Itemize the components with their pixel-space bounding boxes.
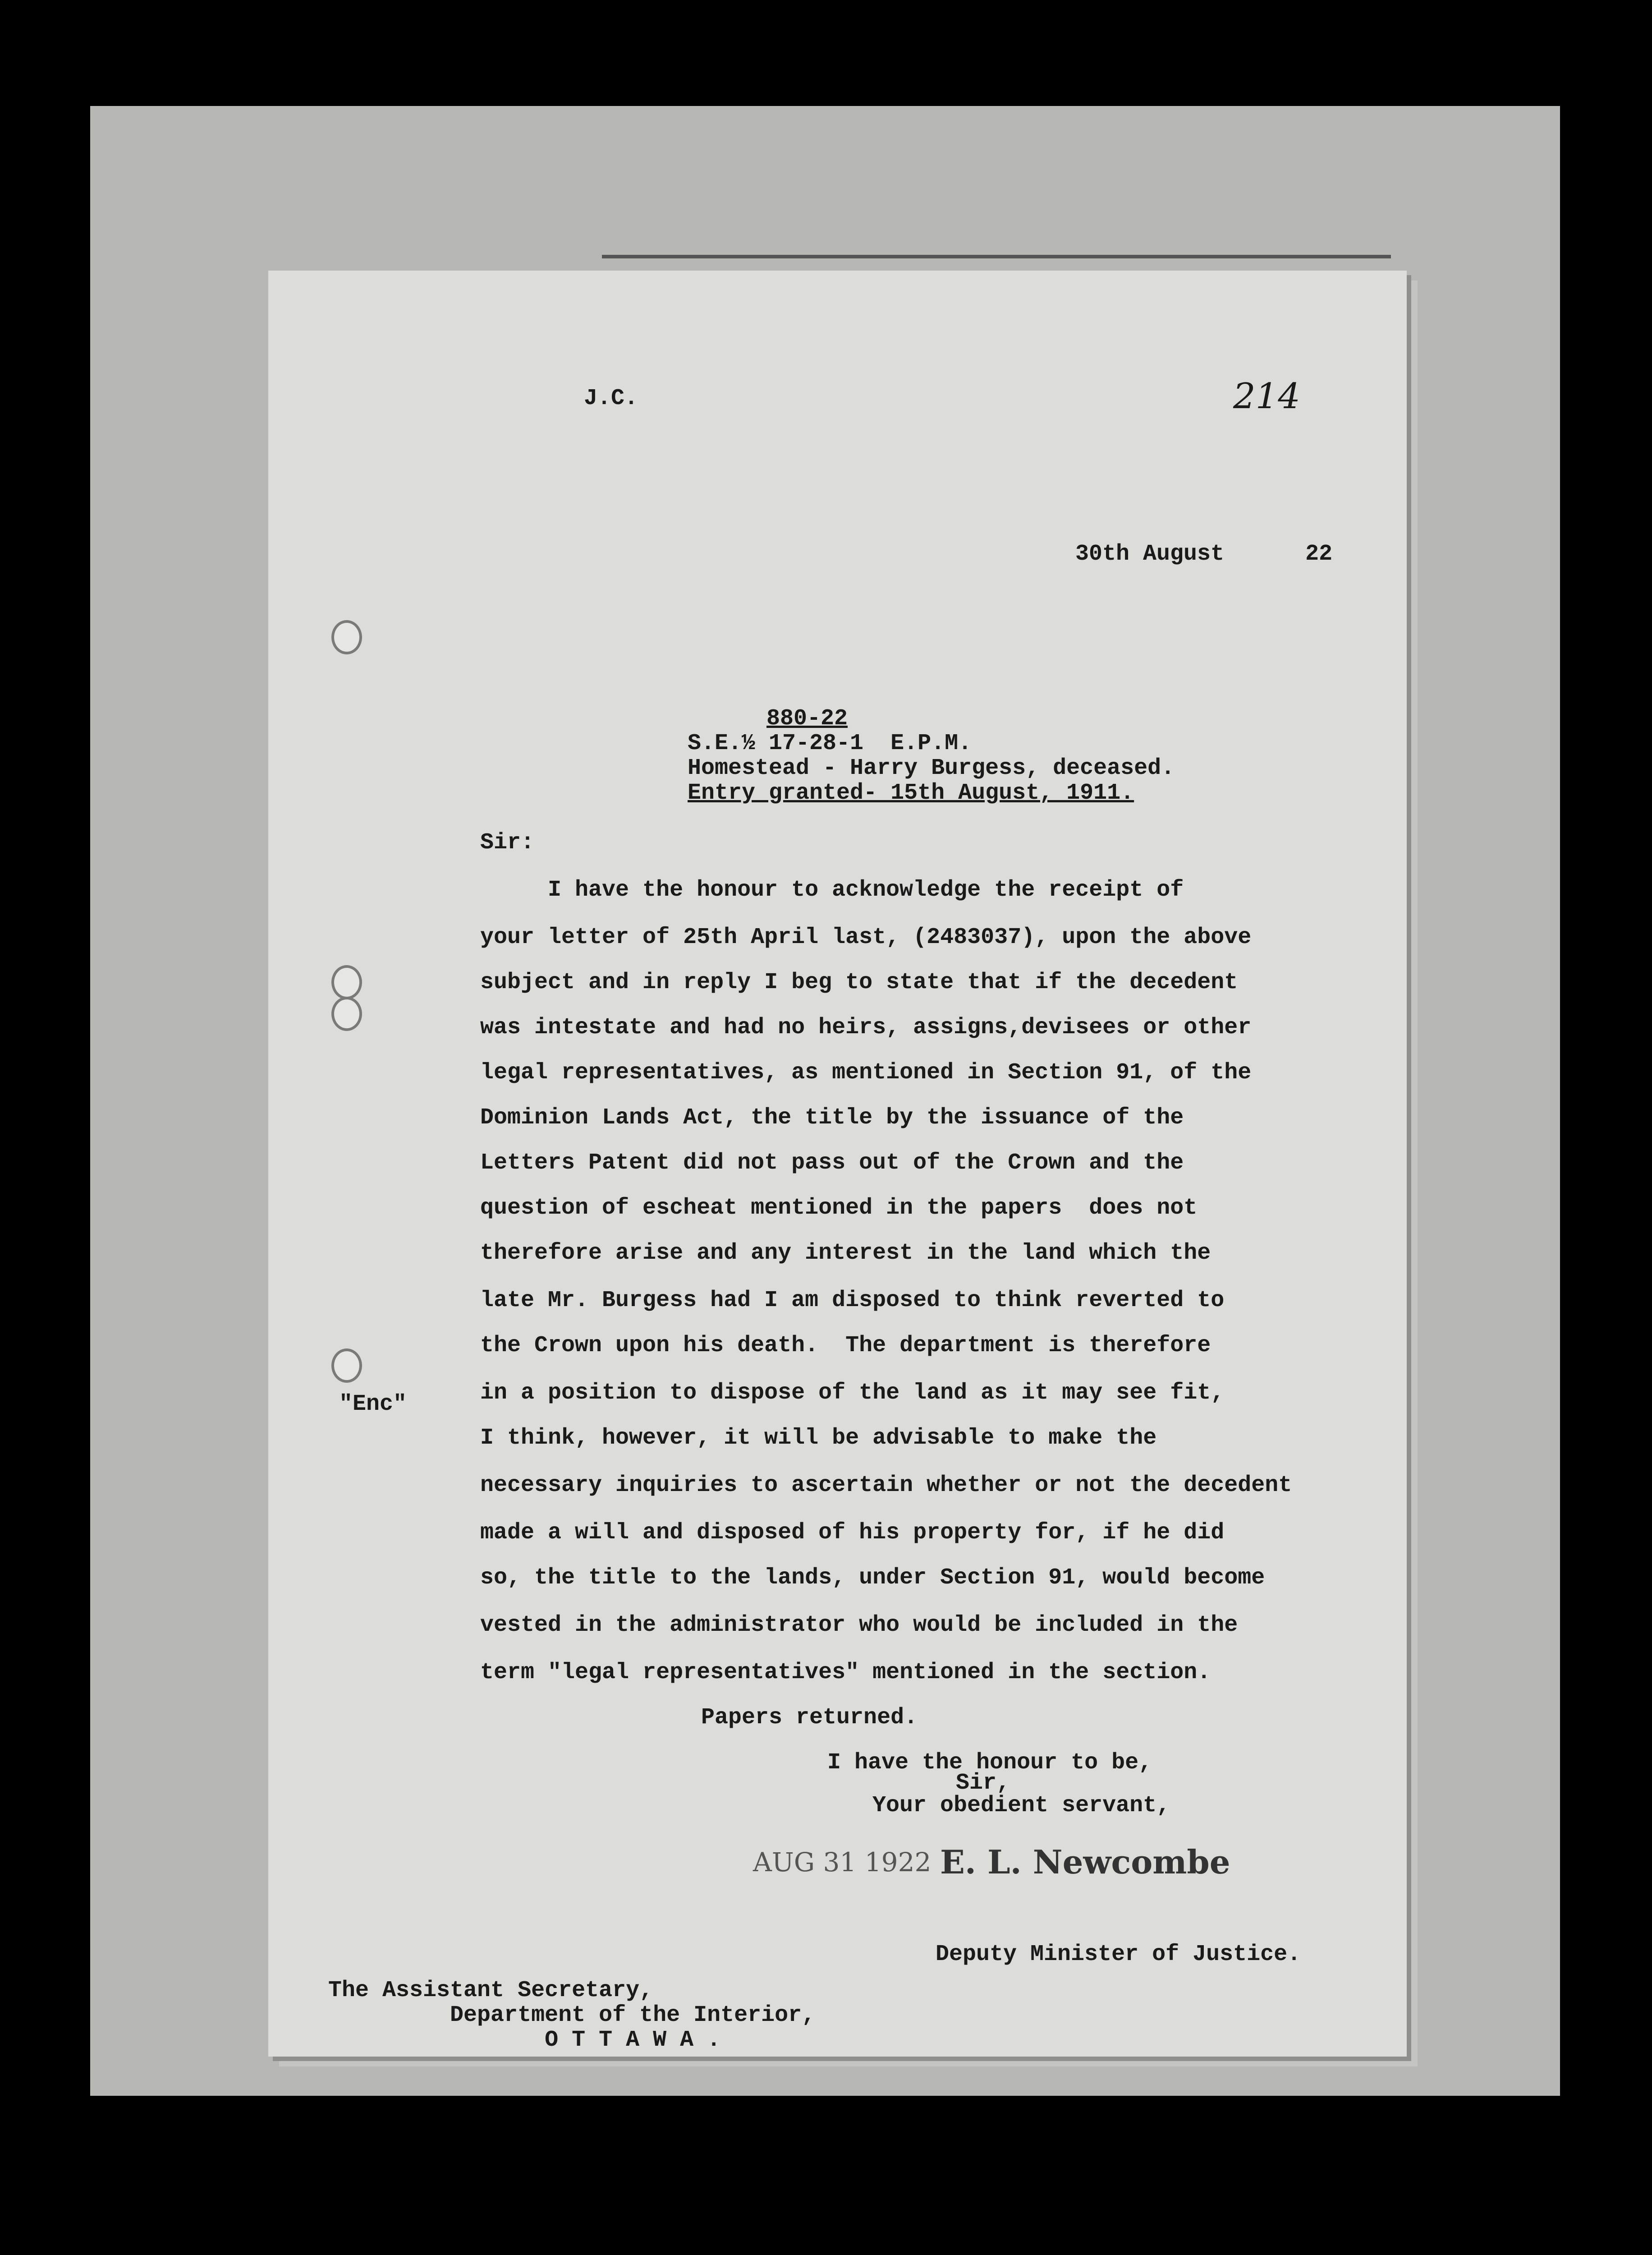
- body-line: was intestate and had no heirs, assigns,devisees or other: [480, 1015, 1252, 1040]
- letter-date: 30th August 22: [1075, 541, 1333, 567]
- body-line: I have the honour to acknowledge the receipt of: [480, 877, 1184, 903]
- body-line: made a will and disposed of his property for, if he did: [480, 1520, 1225, 1546]
- signer-title: Deputy Minister of Justice.: [936, 1942, 1301, 1967]
- punch-hole: [331, 1348, 362, 1383]
- received-date-stamp: AUG 31 1922: [753, 1847, 932, 1878]
- reference-line: S.E.½ 17-28-1 E.P.M.: [688, 731, 972, 756]
- body-line: term "legal representatives" mentioned in the section.: [480, 1660, 1211, 1685]
- body-line: Letters Patent did not pass out of the Crown and the: [480, 1150, 1184, 1176]
- address-line: O T T A W A .: [328, 2027, 721, 2053]
- body-line: in a position to dispose of the land as it may see fit,: [480, 1380, 1225, 1406]
- address-line: The Assistant Secretary,: [328, 1978, 653, 2003]
- salutation: Sir:: [480, 830, 535, 856]
- closing-line: I have the honour to be,: [827, 1750, 1152, 1776]
- reference-line: Entry granted- 15th August, 1911.: [688, 780, 1134, 806]
- punch-hole: [331, 997, 362, 1031]
- page-edge-line: [602, 255, 1391, 258]
- address-line: Department of the Interior,: [328, 2002, 816, 2028]
- initials: J.C.: [584, 386, 638, 411]
- closing-line: Your obedient servant,: [872, 1793, 1170, 1818]
- body-line: subject and in reply I beg to state that if the decedent: [480, 970, 1238, 995]
- signature: E. L. Newcombe: [940, 1843, 1230, 1881]
- punch-hole: [331, 965, 362, 999]
- body-line: question of escheat mentioned in the papers does not: [480, 1195, 1198, 1221]
- body-line: I think, however, it will be advisable to make the: [480, 1425, 1157, 1451]
- enclosure-note: "Enc": [339, 1391, 407, 1417]
- punch-hole: [331, 620, 362, 654]
- body-line: legal representatives, as mentioned in Section 91, of the: [480, 1060, 1252, 1086]
- page-number: 214: [1233, 376, 1300, 417]
- body-line: therefore arise and any interest in the land which the: [480, 1240, 1211, 1266]
- body-line: necessary inquiries to ascertain whether or not the decedent: [480, 1473, 1292, 1498]
- papers-returned: Papers returned.: [701, 1705, 918, 1730]
- file-number: 880-22: [766, 706, 848, 732]
- body-line: vested in the administrator who would be included in the: [480, 1612, 1238, 1638]
- body-line: your letter of 25th April last, (2483037), upon the above: [480, 925, 1252, 950]
- body-line: late Mr. Burgess had I am disposed to think reverted to: [480, 1288, 1225, 1313]
- body-line: so, the title to the lands, under Section 91, would become: [480, 1565, 1265, 1591]
- closing-line: Sir,: [956, 1770, 1010, 1796]
- body-line: Dominion Lands Act, the title by the issuance of the: [480, 1105, 1184, 1131]
- body-line: the Crown upon his death. The department is therefore: [480, 1333, 1211, 1358]
- reference-line: Homestead - Harry Burgess, deceased.: [688, 755, 1175, 781]
